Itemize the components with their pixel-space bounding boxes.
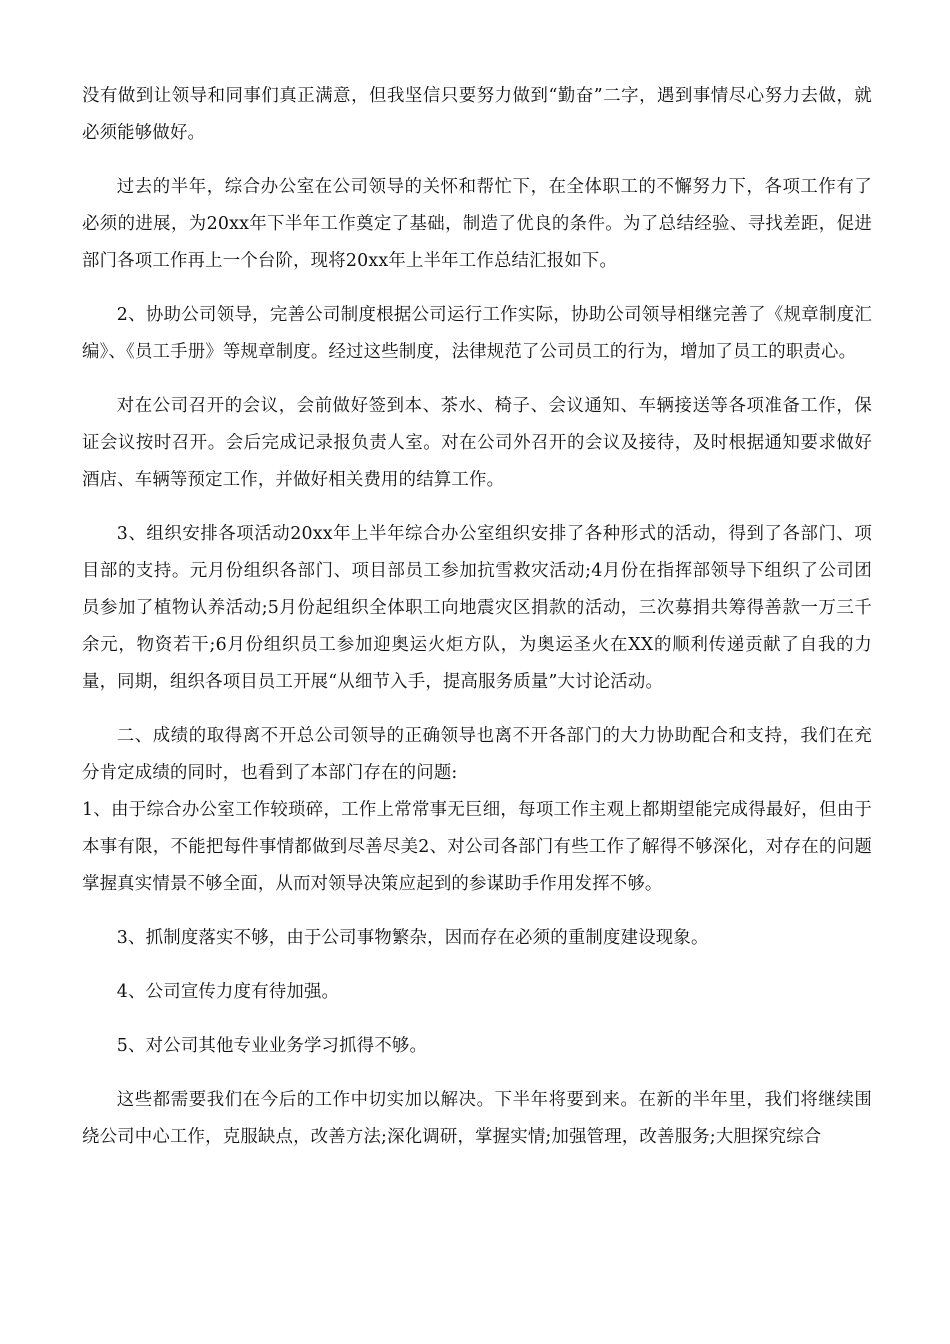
paragraph-item-3-activities: 3、组织安排各项活动20xx年上半年综合办公室组织安排了各种形式的活动，得到了各部门、项目部的支持。元月份组织各部门、项目部员工参加抗雪救灾活动;4月份在指挥部领导下组织了公司团员参加了植物认养活动;5月份起组织全体职工向地震灾区捐款的活动，三次募捐共筹得善款一万三千余元，物资若干;6月份组织员工参加迎奥运火炬方队，为奥运圣火在XX的顺利传递贡献了自我的力量，同期，组织各项目员工开展“从细节入手，提高服务质量”大讨论活动。 [82, 524, 872, 692]
paragraph-meetings: 对在公司召开的会议，会前做好签到本、茶水、椅子、会议通知、车辆接送等各项准备工作，保证会议按时召开。会后完成记录报负责人室。对在公司外召开的会议及接待，及时根据通知要求做好酒店、车辆等预定工作，并做好相关费用的结算工作。 [82, 396, 872, 490]
paragraph-continuation: 没有做到让领导和同事们真正满意，但我坚信只要努力做到“勤奋”二字，遇到事情尽心努力去做，就必须能够做好。 [82, 86, 872, 143]
paragraph-intro-summary: 过去的半年，综合办公室在公司领导的关怀和帮忙下，在全体职工的不懈努力下，各项工作有了必须的进展，为20xx年下半年工作奠定了基础，制造了优良的条件。为了总结经验、寻找差距，促进部门各项工作再上一个台阶，现将20xx年上半年工作总结汇报如下。 [82, 177, 872, 271]
paragraph-item-2-rules: 2、协助公司领导，完善公司制度根据公司运行工作实际，协助公司领导相继完善了《规章制度汇编》、《员工手册》等规章制度。经过这些制度，法律规范了公司员工的行为，增加了员工的职责心。 [82, 305, 872, 362]
paragraph-section-2-problems: 二、成绩的取得离不开总公司领导的正确领导也离不开各部门的大力协助配合和支持，我们在充分肯定成绩的同时，也看到了本部门存在的问题: [82, 726, 872, 783]
paragraph-problem-3: 3、抓制度落实不够，由于公司事物繁杂，因而存在必须的重制度建设现象。 [116, 928, 709, 948]
paragraph-problem-4: 4、公司宣传力度有待加强。 [116, 982, 340, 1002]
document-page [82, 78, 872, 1173]
paragraph-problem-5: 5、对公司其他专业业务学习抓得不够。 [116, 1036, 428, 1056]
paragraph-problem-1-2: 1、由于综合办公室工作较琐碎，工作上常常事无巨细，每项工作主观上都期望能完成得最好，但由于本事有限，不能把每件事情都做到尽善尽美2、对公司各部门有些工作了解得不够深化，对存在的问题掌握真实情景不够全面，从而对领导决策应起到的参谋助手作用发挥不够。 [82, 800, 872, 894]
paragraph-outlook: 这些都需要我们在今后的工作中切实加以解决。下半年将要到来。在新的半年里，我们将继续围绕公司中心工作，克服缺点，改善方法;深化调研，掌握实情;加强管理，改善服务;大胆探究综合 [82, 1090, 872, 1147]
